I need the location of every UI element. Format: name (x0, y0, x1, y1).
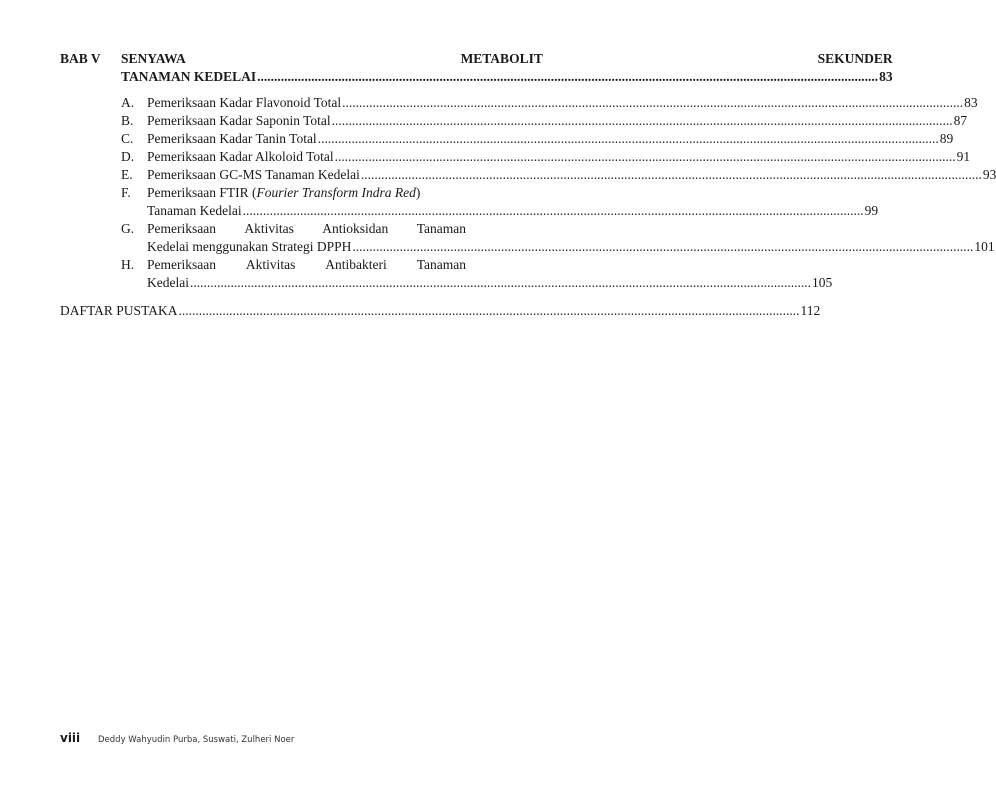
table-of-contents (60, 50, 996, 320)
item-line (147, 130, 954, 148)
item-title-word: Tanaman (416, 257, 466, 272)
dot-leader (352, 238, 973, 256)
chapter-title-line1 (121, 50, 893, 68)
toc-item[interactable] (121, 256, 833, 292)
item-letter: A. (121, 95, 135, 110)
toc-subsection-list (121, 94, 996, 292)
dot-leader (190, 274, 811, 292)
toc-item[interactable] (121, 220, 995, 256)
item-title-prefix: Pemeriksaan FTIR ( (147, 185, 257, 200)
item-line (147, 94, 978, 112)
item-letter: D. (121, 149, 135, 164)
toc-item[interactable] (121, 112, 968, 130)
item-line-2 (147, 202, 879, 220)
item-line-1 (147, 256, 466, 274)
chapter-title-text: TANAMAN KEDELAI (121, 69, 257, 84)
item-letter: C. (121, 131, 134, 146)
toc-item[interactable] (121, 184, 879, 220)
item-title-word: Antibakteri (325, 257, 387, 272)
page-number: 112 (800, 303, 821, 318)
item-title: Pemeriksaan Kadar Tanin Total (147, 131, 317, 146)
dot-leader (243, 202, 864, 220)
item-title-word: Antioksidan (322, 221, 389, 236)
page-number: 89 (939, 131, 954, 146)
item-body (147, 220, 995, 256)
item-title-italic: Fourier Transform Indra Red (256, 185, 416, 200)
page-number: 105 (811, 275, 833, 290)
item-title-continued: Tanaman Kedelai (147, 203, 242, 218)
item-title-word: Pemeriksaan (147, 257, 216, 272)
folio-page-number: viii (60, 731, 81, 745)
page-number: 99 (864, 203, 879, 218)
item-title: Pemeriksaan Kadar Alkoloid Total (147, 149, 334, 164)
chapter-title-word: SENYAWA (121, 51, 186, 66)
item-body (147, 256, 833, 292)
item-line-2 (147, 238, 995, 256)
page-number: 101 (974, 239, 995, 254)
item-line-2 (147, 274, 833, 292)
item-title-word: Tanaman (416, 221, 466, 236)
page-number: 83 (964, 95, 978, 110)
dot-leader (332, 112, 953, 130)
chapter-title-word: SEKUNDER (817, 51, 893, 66)
toc-item[interactable] (121, 130, 954, 148)
dot-leader (342, 94, 963, 112)
toc-item[interactable] (121, 166, 996, 184)
chapter-title-line2 (121, 68, 893, 86)
toc-bibliography-entry[interactable] (60, 302, 821, 320)
chapter-title-word: METABOLIT (460, 51, 543, 66)
item-letter: E. (121, 167, 133, 182)
page-number: 83 (879, 69, 893, 84)
page-number: 87 (953, 113, 968, 128)
page-number: 91 (956, 149, 971, 164)
item-letter: B. (121, 113, 134, 128)
item-line-1 (147, 220, 466, 238)
item-title-word: Aktivitas (244, 221, 294, 236)
item-title-continued: Kedelai menggunakan Strategi DPPH (147, 239, 352, 254)
footer-authors: Deddy Wahyudin Purba, Suswati, Zulheri Noer (98, 735, 295, 745)
item-title: Pemeriksaan Kadar Saponin Total (147, 113, 331, 128)
item-body (147, 184, 879, 220)
bibliography-title: DAFTAR PUSTAKA (60, 303, 178, 318)
item-letter: G. (121, 221, 135, 236)
chapter-title-block (121, 50, 893, 86)
page-number: 93 (982, 167, 996, 182)
item-line (147, 148, 971, 166)
item-letter: H. (121, 257, 135, 272)
item-title: Pemeriksaan GC-MS Tanaman Kedelai (147, 167, 360, 182)
toc-item[interactable] (121, 94, 978, 112)
item-title: Pemeriksaan Kadar Flavonoid Total (147, 95, 342, 110)
item-line (147, 112, 968, 130)
dot-leader (361, 166, 982, 184)
item-letter: F. (121, 185, 131, 200)
item-title-word: Aktivitas (245, 257, 296, 272)
item-title-continued: Kedelai (147, 275, 189, 290)
toc-item[interactable] (121, 148, 971, 166)
dot-leader (318, 130, 939, 148)
chapter-number: BAB V (60, 51, 101, 66)
page-footer (60, 731, 294, 745)
dot-leader (178, 302, 799, 320)
item-title-word: Pemeriksaan (147, 221, 216, 236)
item-line-1 (147, 184, 466, 202)
toc-chapter-entry[interactable] (60, 50, 893, 86)
dot-leader (335, 148, 956, 166)
dot-leader (257, 68, 878, 86)
item-line (147, 166, 996, 184)
item-title-suffix: ) (415, 185, 421, 200)
